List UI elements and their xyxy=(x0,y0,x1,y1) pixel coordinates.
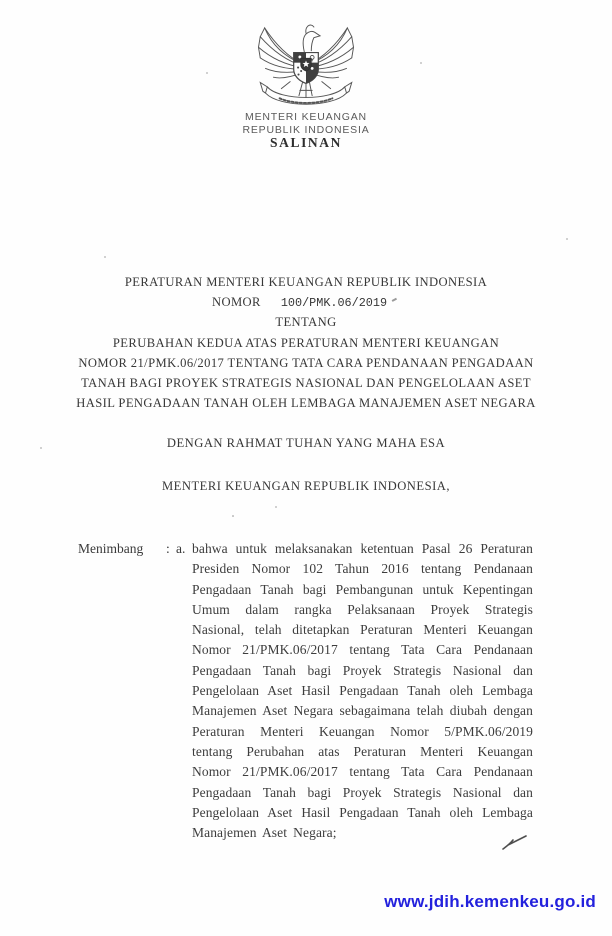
scan-speck xyxy=(420,62,422,64)
scan-speck xyxy=(40,447,42,449)
authority-line: MENTERI KEUANGAN REPUBLIK INDONESIA, xyxy=(161,479,451,493)
regulation-subject-line: NOMOR 21/PMK.06/2017 TENTANG TATA CARA PENDANAAN PENGADAAN xyxy=(78,355,534,370)
regulation-title-block xyxy=(0,272,612,413)
scan-speck xyxy=(275,506,277,508)
considering-colon: : xyxy=(166,541,170,556)
invocation-line: DENGAN RAHMAT TUHAN YANG MAHA ESA xyxy=(166,436,446,450)
regulation-subject-line: TANAH BAGI PROYEK STRATEGIS NASIONAL DAN PENGELOLAAN ASET xyxy=(81,375,531,390)
garuda-emblem-drawing xyxy=(252,20,360,108)
regulation-number-line xyxy=(0,292,612,312)
nomor-label: NOMOR xyxy=(211,295,261,310)
copy-stamp-label: SALINAN xyxy=(270,135,342,150)
considering-section xyxy=(78,539,533,843)
scan-speck xyxy=(104,256,106,258)
ministry-name: MENTERI KEUANGAN xyxy=(245,111,367,123)
garuda-pancasila-emblem xyxy=(252,20,360,108)
nomor-value: 100/PMK.06/2019 xyxy=(280,296,388,311)
scan-speck xyxy=(232,515,234,517)
scan-artifact-tick xyxy=(392,297,397,301)
jdih-watermark-url: www.jdih.kemenkeu.go.id xyxy=(384,892,596,911)
scan-speck xyxy=(566,238,568,240)
handwritten-paraf-mark xyxy=(500,833,530,855)
republic-name: REPUBLIK INDONESIA xyxy=(242,124,370,136)
tentang-label: TENTANG xyxy=(275,315,337,330)
scan-speck xyxy=(206,72,208,74)
regulation-subject-line: HASIL PENGADAAN TANAH OLEH LEMBAGA MANAJEMEN ASET NEGARA xyxy=(76,396,536,411)
considering-item-letter: a. xyxy=(176,541,186,556)
regulation-heading: PERATURAN MENTERI KEUANGAN REPUBLIK INDONESIA xyxy=(124,275,488,289)
considering-label: Menimbang xyxy=(78,541,144,556)
considering-item-text: bahwa untuk melaksanakan ketentuan Pasal 26 Peraturan Presiden Nomor 102 Tahun 2016 tentang Pendanaan Pengadaan Tanah bagi Pembangunan untuk Kepentingan Umum dalam rangka Pelaksanaan Proyek Strategis Nasional, telah ditetapkan Peraturan Menteri Keuangan Nomor 21/PMK.06/2017 tentang Tata Cara Pendanaan Pengadaan Tanah bagi Proyek Strategis Nasional dan Pengelolaan Aset Hasil Pengadaan Tanah oleh Lembaga Manajemen Aset Negara sebagaimana telah diubah dengan Peraturan Menteri Keuangan Nomor 5/PMK.06/2019 tentang Perubahan atas Peraturan Menteri Keuangan Nomor 21/PMK.06/2017 tentang Tata Cara Pendanaan Pengadaan Tanah bagi Proyek Strategis Nasional dan Pengelolaan Aset Hasil Pengadaan Tanah oleh Lembaga Manajemen Aset Negara; xyxy=(192,541,533,841)
regulation-subject-line: PERUBAHAN KEDUA ATAS PERATURAN MENTERI KEUANGAN xyxy=(112,335,500,350)
